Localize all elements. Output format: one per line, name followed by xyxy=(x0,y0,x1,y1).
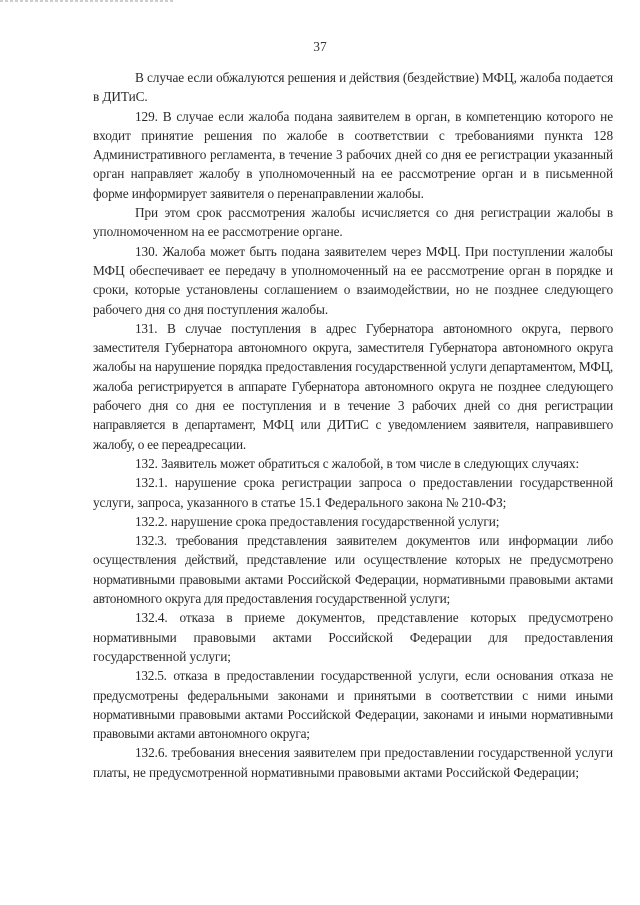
paragraph-132-3: 132.3. требования представления заявителем документов или информации либо осуществления действий, представление или осуществление которых не предусмотрено нормативными правовыми актами Российской Федерации, нормативными правовыми актами автономного округа для предоставления государственной услуги; xyxy=(93,533,613,607)
paragraph-131: 131. В случае поступления в адрес Губернатора автономного округа, первого заместителя Губернатора автономного округа, заместителя Губернатора автономного округа жалобы на нарушение порядка предоставления государственной услуги департаментом, МФЦ, жалоба регистрируется в аппарате Губернатора автономного округа не позднее следующего рабочего дня со дня ее поступления и в течение 3 рабочих дней со дня регистрации направляется в департамент, МФЦ или ДИТиС с уведомлением заявителя, направившего жалобу, о ее переадресации. xyxy=(93,320,613,452)
paragraph: При этом срок рассмотрения жалобы исчисляется со дня регистрации жалобы в уполномоченном на ее рассмотрение органе. xyxy=(93,205,613,240)
paragraph-132-4: 132.4. отказа в приеме документов, представление которых предусмотрено нормативными правовыми актами Российской Федерации для предоставления государственной услуги; xyxy=(93,610,613,664)
paragraph-130: 130. Жалоба может быть подана заявителем через МФЦ. При поступлении жалобы МФЦ обеспечивает ее передачу в уполномоченный на ее рассмотрение орган в порядке и сроки, которые установлены соглашением о взаимодействии, но не позднее следующего рабочего дня со дня поступления жалобы. xyxy=(93,243,613,317)
paragraph-132-6: 132.6. требования внесения заявителем при предоставлении государственной услуги платы, не предусмотренной нормативными правовыми актами Российской Федерации; xyxy=(93,745,613,780)
paragraph-132: 132. Заявитель может обратиться с жалобой, в том числе в следующих случаях: xyxy=(135,455,580,471)
document-body xyxy=(93,68,613,782)
paragraph: В случае если обжалуются решения и действия (бездействие) МФЦ, жалоба подается в ДИТиС. xyxy=(93,70,613,105)
scan-artifact xyxy=(0,0,175,2)
paragraph-132-2: 132.2. нарушение срока предоставления государственной услуги; xyxy=(135,513,500,529)
paragraph-129: 129. В случае если жалоба подана заявителем в орган, в компетенцию которого не входит принятие решения по жалобе в соответствии с требованиями пункта 128 Административного регламента, в течение 3 рабочих дней со дня ее регистрации указанный орган направляет жалобу в уполномоченный на ее рассмотрение орган и в письменной форме информирует заявителя о перенаправлении жалобы. xyxy=(93,108,613,201)
page-number: 37 xyxy=(313,39,327,54)
paragraph-132-1: 132.1. нарушение срока регистрации запроса о предоставлении государственной услуги, запроса, указанного в статье 15.1 Федерального закона № 210-ФЗ; xyxy=(93,475,613,510)
paragraph-132-5: 132.5. отказа в предоставлении государственной услуги, если основания отказа не предусмотрены федеральными законами и принятыми в соответствии с ними иными нормативными правовыми актами Российской Федерации, законами и иными нормативными правовыми актами автономного округа; xyxy=(93,668,613,742)
